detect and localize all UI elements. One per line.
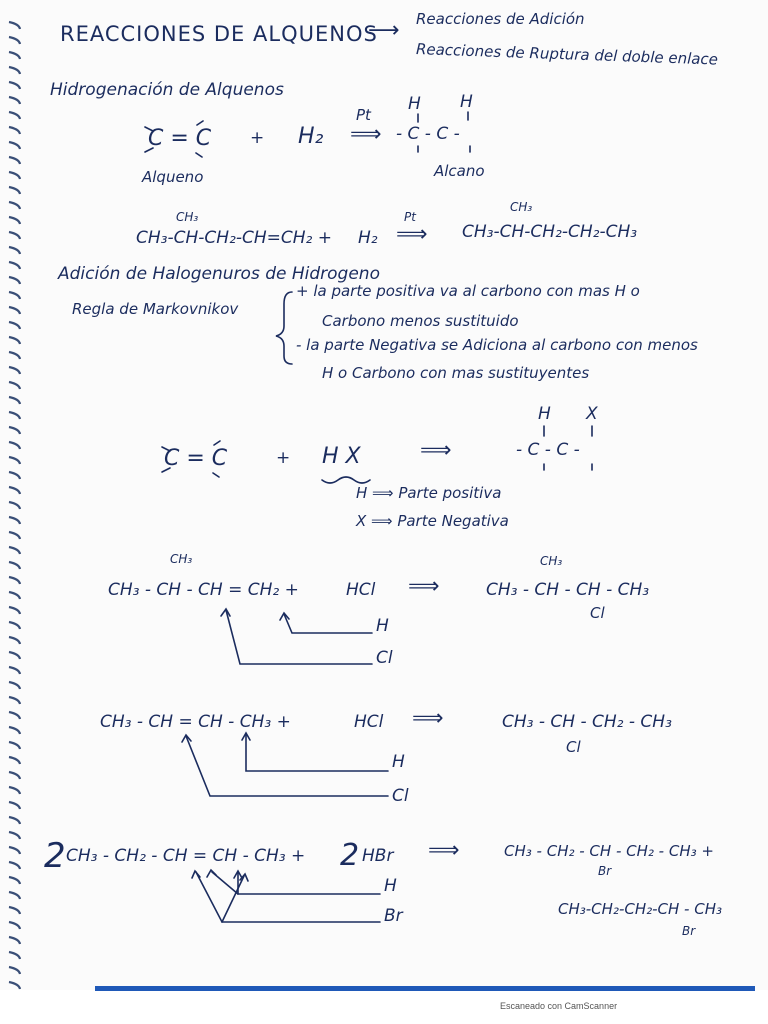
- ex3-arrow: ⟹: [428, 838, 460, 863]
- markovnikov-rule-label: Regla de Markovnikov: [72, 300, 239, 318]
- ex1-product-methyl: CH₃: [540, 554, 563, 568]
- alkene-general-structure-2: C = C: [164, 446, 228, 471]
- scanner-watermark: Escaneado con CamScanner: [500, 1001, 618, 1011]
- positive-part-note: H ⟹ Parte positiva: [356, 484, 502, 502]
- hydrogen-halide: H X: [322, 444, 361, 469]
- ex1-arrow-h: [284, 614, 372, 633]
- ex3-reagent-coefficient: 2: [340, 838, 360, 873]
- alkane-bond-ticks: [418, 112, 470, 152]
- ex1-reagent: HCl: [346, 580, 376, 600]
- platinum-catalyst: Pt: [356, 106, 371, 124]
- alkane-general-structure: - C - C -: [396, 124, 460, 144]
- plus-sign-2: +: [276, 448, 291, 468]
- markovnikov-brace: [276, 292, 292, 364]
- scanner-footer-bar: [95, 986, 755, 991]
- product-top-hydrogen: H: [538, 404, 551, 424]
- ex1-reactant: CH₃ - CH - CH = CH₂ +: [108, 580, 299, 600]
- ex3-reactant: CH₃ - CH₂ - CH = CH - CH₃ +: [66, 846, 306, 866]
- halide-underbrace: [322, 477, 370, 483]
- plus-sign: +: [250, 128, 265, 148]
- ex2-h-label: H: [392, 752, 405, 772]
- rule-positive-line-2: Carbono menos sustituido: [322, 312, 519, 330]
- example-catalyst: Pt: [404, 210, 416, 224]
- ex3-product-2-bromine: Br: [682, 924, 696, 938]
- negative-part-note: X ⟹ Parte Negativa: [356, 512, 509, 530]
- example-alkane: CH₃-CH-CH₂-CH₂-CH₃: [462, 222, 638, 242]
- addition-reactions-label: Reacciones de Adición: [416, 10, 585, 28]
- reaction-arrow: ⟹: [350, 122, 382, 147]
- alkene-bond-ticks: [145, 121, 203, 157]
- product-top-halogen: X: [586, 404, 598, 424]
- alkene2-bond-ticks: [162, 441, 220, 477]
- ex1-arrow: ⟹: [408, 574, 440, 599]
- product-methyl-substituent: CH₃: [510, 200, 533, 214]
- ex1-cl-label: Cl: [376, 648, 393, 668]
- addition-product-general: - C - C -: [516, 440, 580, 460]
- product-hydrogen-1: H: [408, 94, 421, 114]
- ex3-arrow-h: [238, 872, 380, 894]
- ex1-product-chlorine: Cl: [590, 604, 605, 622]
- ex1-product: CH₃ - CH - CH - CH₃: [486, 580, 650, 600]
- ex3-arrowhead-h2: [207, 870, 216, 877]
- ex2-reactant: CH₃ - CH = CH - CH₃ +: [100, 712, 291, 732]
- cleavage-reactions-label: Reacciones de Ruptura del doble enlace: [415, 40, 719, 69]
- alkane-label: Alcano: [434, 162, 485, 180]
- ex3-product-1: CH₃ - CH₂ - CH - CH₂ - CH₃ +: [504, 842, 714, 860]
- ex3-h-label: H: [384, 876, 397, 896]
- ex2-product-chlorine: Cl: [566, 738, 581, 756]
- title-arrow: ⟶: [368, 18, 400, 43]
- ex2-arrow: ⟹: [412, 706, 444, 731]
- ex2-arrow-cl: [186, 736, 388, 796]
- ex1-methyl-substituent: CH₃: [170, 552, 193, 566]
- ex1-arrowhead-cl: [221, 609, 230, 616]
- rule-negative-line-1: - la parte Negativa se Adiciona al carbono con menos: [296, 336, 698, 354]
- ex2-product: CH₃ - CH - CH₂ - CH₃: [502, 712, 672, 732]
- ex3-br-label: Br: [384, 906, 403, 926]
- ex2-arrow-h: [246, 734, 388, 771]
- hydrogen-molecule: H₂: [298, 124, 324, 149]
- ex1-h-label: H: [376, 616, 389, 636]
- reaction-arrow-2: ⟹: [420, 438, 452, 463]
- ex2-reagent: HCl: [354, 712, 384, 732]
- ex3-coefficient: 2: [44, 836, 66, 876]
- page-title: REACCIONES DE ALQUENOS: [60, 22, 378, 46]
- example-arrow: ⟹: [396, 222, 428, 247]
- addition-product-ticks: [544, 426, 592, 470]
- hydrogen-halide-heading: Adición de Halogenuros de Hidrogeno: [58, 264, 380, 284]
- alkene-general-structure: C = C: [148, 126, 212, 151]
- methyl-substituent: CH₃: [176, 210, 199, 224]
- ex3-product-2: CH₃-CH₂-CH₂-CH - CH₃: [558, 900, 723, 918]
- ex2-cl-label: Cl: [392, 786, 409, 806]
- example-hydrogen: H₂: [358, 228, 378, 248]
- ex3-reagent: HBr: [362, 846, 394, 866]
- alkene-label: Alqueno: [142, 168, 204, 186]
- product-hydrogen-2: H: [460, 92, 473, 112]
- rule-positive-line-1: + la parte positiva va al carbono con mas H o: [296, 282, 640, 300]
- rule-negative-line-2: H o Carbono con mas sustituyentes: [322, 364, 590, 382]
- hydrogenation-heading: Hidrogenación de Alquenos: [50, 80, 284, 100]
- ex3-product-1-bromine: Br: [598, 864, 612, 878]
- ex3-arrow-br: [196, 872, 380, 922]
- example-alkene: CH₃-CH-CH₂-CH=CH₂ +: [136, 228, 333, 248]
- ex1-arrow-cl: [226, 610, 372, 664]
